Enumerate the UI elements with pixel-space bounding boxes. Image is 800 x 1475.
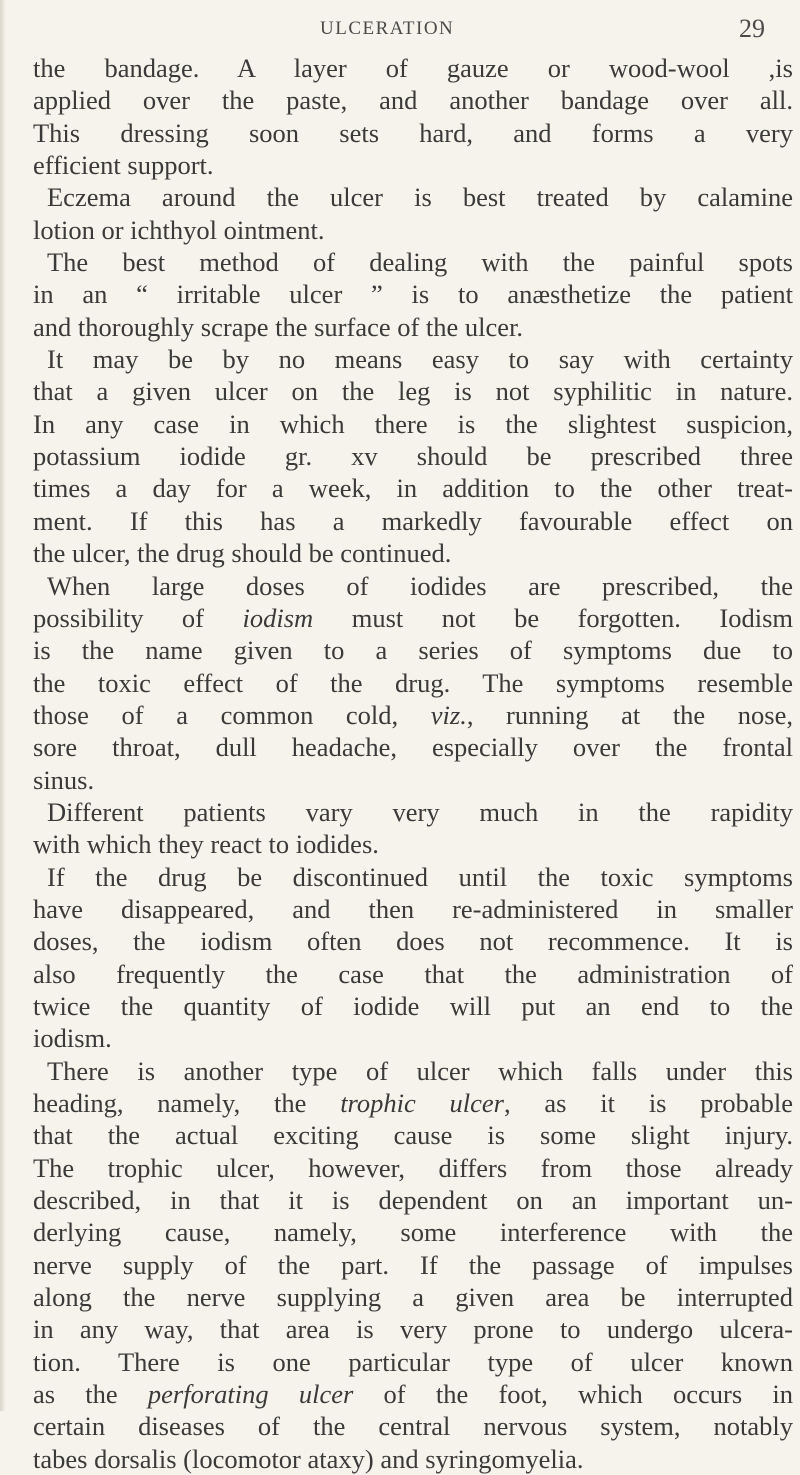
text-line: potassium iodide gr. xv should be prescribed three bbox=[33, 441, 793, 472]
text-line: applied over the paste, and another bandage over all. bbox=[33, 85, 793, 116]
text-line: When large doses of iodides are prescribed, the bbox=[47, 570, 793, 601]
text-line: There is another type of ulcer which falls under this bbox=[47, 1055, 793, 1086]
text-line: times a day for a week, in addition to the other treat- bbox=[33, 473, 793, 504]
text-span: , as it is probable bbox=[504, 1088, 793, 1118]
text-line: It may be by no means easy to say with certainty bbox=[47, 344, 793, 375]
italic-term: trophic ulcer bbox=[340, 1088, 504, 1118]
text-line: nerve supply of the part. If the passage of impulses bbox=[33, 1249, 793, 1280]
text-line: twice the quantity of iodide will put an end to the bbox=[33, 990, 793, 1021]
text-line: and thoroughly scrape the surface of the ulcer. bbox=[33, 311, 524, 342]
text-line: certain diseases of the central nervous system, notably bbox=[33, 1411, 793, 1442]
text-span: of the foot, which occurs in bbox=[353, 1379, 793, 1410]
italic-term: perforating ulcer bbox=[147, 1379, 354, 1410]
text-span: , running at the nose, bbox=[466, 699, 793, 730]
text-line: doses, the iodism often does not recommence. It is bbox=[33, 926, 793, 957]
text-line: described, in that it is dependent on an important un- bbox=[33, 1185, 793, 1216]
text-line: the bandage. A layer of gauze or wood-wool ,is bbox=[33, 53, 793, 83]
text-line bbox=[33, 602, 793, 634]
running-head-title: ULCERATION bbox=[320, 18, 455, 39]
text-line bbox=[33, 1087, 793, 1119]
text-line: sore throat, dull headache, especially over the frontal bbox=[33, 732, 793, 763]
text-line: the toxic effect of the drug. The symptoms resemble bbox=[33, 667, 793, 698]
text-line: tion. There is one particular type of ulcer known bbox=[33, 1346, 793, 1377]
text-line: in any way, that area is very prone to undergo ulcera- bbox=[33, 1314, 793, 1345]
text-line: along the nerve supplying a given area be interrupted bbox=[33, 1282, 793, 1313]
page-binding-edge bbox=[0, 0, 6, 1411]
text-line: efficient support. bbox=[33, 150, 214, 181]
text-line: with which they react to iodides. bbox=[33, 829, 379, 860]
text-line: The trophic ulcer, however, differs from those already bbox=[33, 1152, 793, 1183]
text-line: Different patients vary very much in the rapidity bbox=[47, 796, 793, 827]
text-line bbox=[33, 699, 793, 731]
italic-term: viz. bbox=[430, 699, 467, 730]
italic-term: iodism bbox=[242, 602, 314, 633]
text-line: If the drug be discontinued until the toxic symptoms bbox=[47, 861, 793, 892]
text-line: This dressing soon sets hard, and forms a very bbox=[33, 117, 793, 148]
text-line: Eczema around the ulcer is best treated by calamine bbox=[47, 182, 793, 213]
text-line: tabes dorsalis (locomotor ataxy) and syringomyelia. bbox=[33, 1443, 584, 1474]
body-text bbox=[33, 52, 793, 1475]
text-line: sinus. bbox=[33, 764, 95, 795]
text-line: lotion or ichthyol ointment. bbox=[33, 214, 325, 245]
text-line: The best method of dealing with the painful spots bbox=[47, 247, 793, 278]
text-line: also frequently the case that the administration of bbox=[33, 958, 793, 989]
text-span: must not be forgotten. Iodism bbox=[313, 602, 793, 633]
text-line: the ulcer, the drug should be continued. bbox=[33, 538, 452, 569]
text-line: that a given ulcer on the leg is not syphilitic in nature. bbox=[33, 376, 793, 407]
page-number: 29 bbox=[739, 14, 765, 43]
text-span: as the bbox=[33, 1379, 148, 1410]
running-head bbox=[0, 14, 800, 44]
text-line: is the name given to a series of symptoms due to bbox=[33, 635, 793, 666]
text-line: in an “ irritable ulcer ” is to anæsthetize the patient bbox=[33, 279, 793, 310]
text-span: heading, namely, the bbox=[33, 1088, 341, 1118]
text-line: derlying cause, namely, some interference with the bbox=[33, 1217, 793, 1248]
text-line: have disappeared, and then re-administered in smaller bbox=[33, 893, 793, 924]
text-line: that the actual exciting cause is some slight injury. bbox=[33, 1120, 793, 1151]
text-line bbox=[33, 1378, 793, 1410]
text-span: possibility of bbox=[33, 602, 243, 633]
text-line: ment. If this has a markedly favourable effect on bbox=[33, 505, 793, 536]
text-line: iodism. bbox=[33, 1023, 112, 1054]
text-line: In any case in which there is the slightest suspicion, bbox=[33, 408, 793, 439]
text-span: those of a common cold, bbox=[33, 699, 431, 730]
